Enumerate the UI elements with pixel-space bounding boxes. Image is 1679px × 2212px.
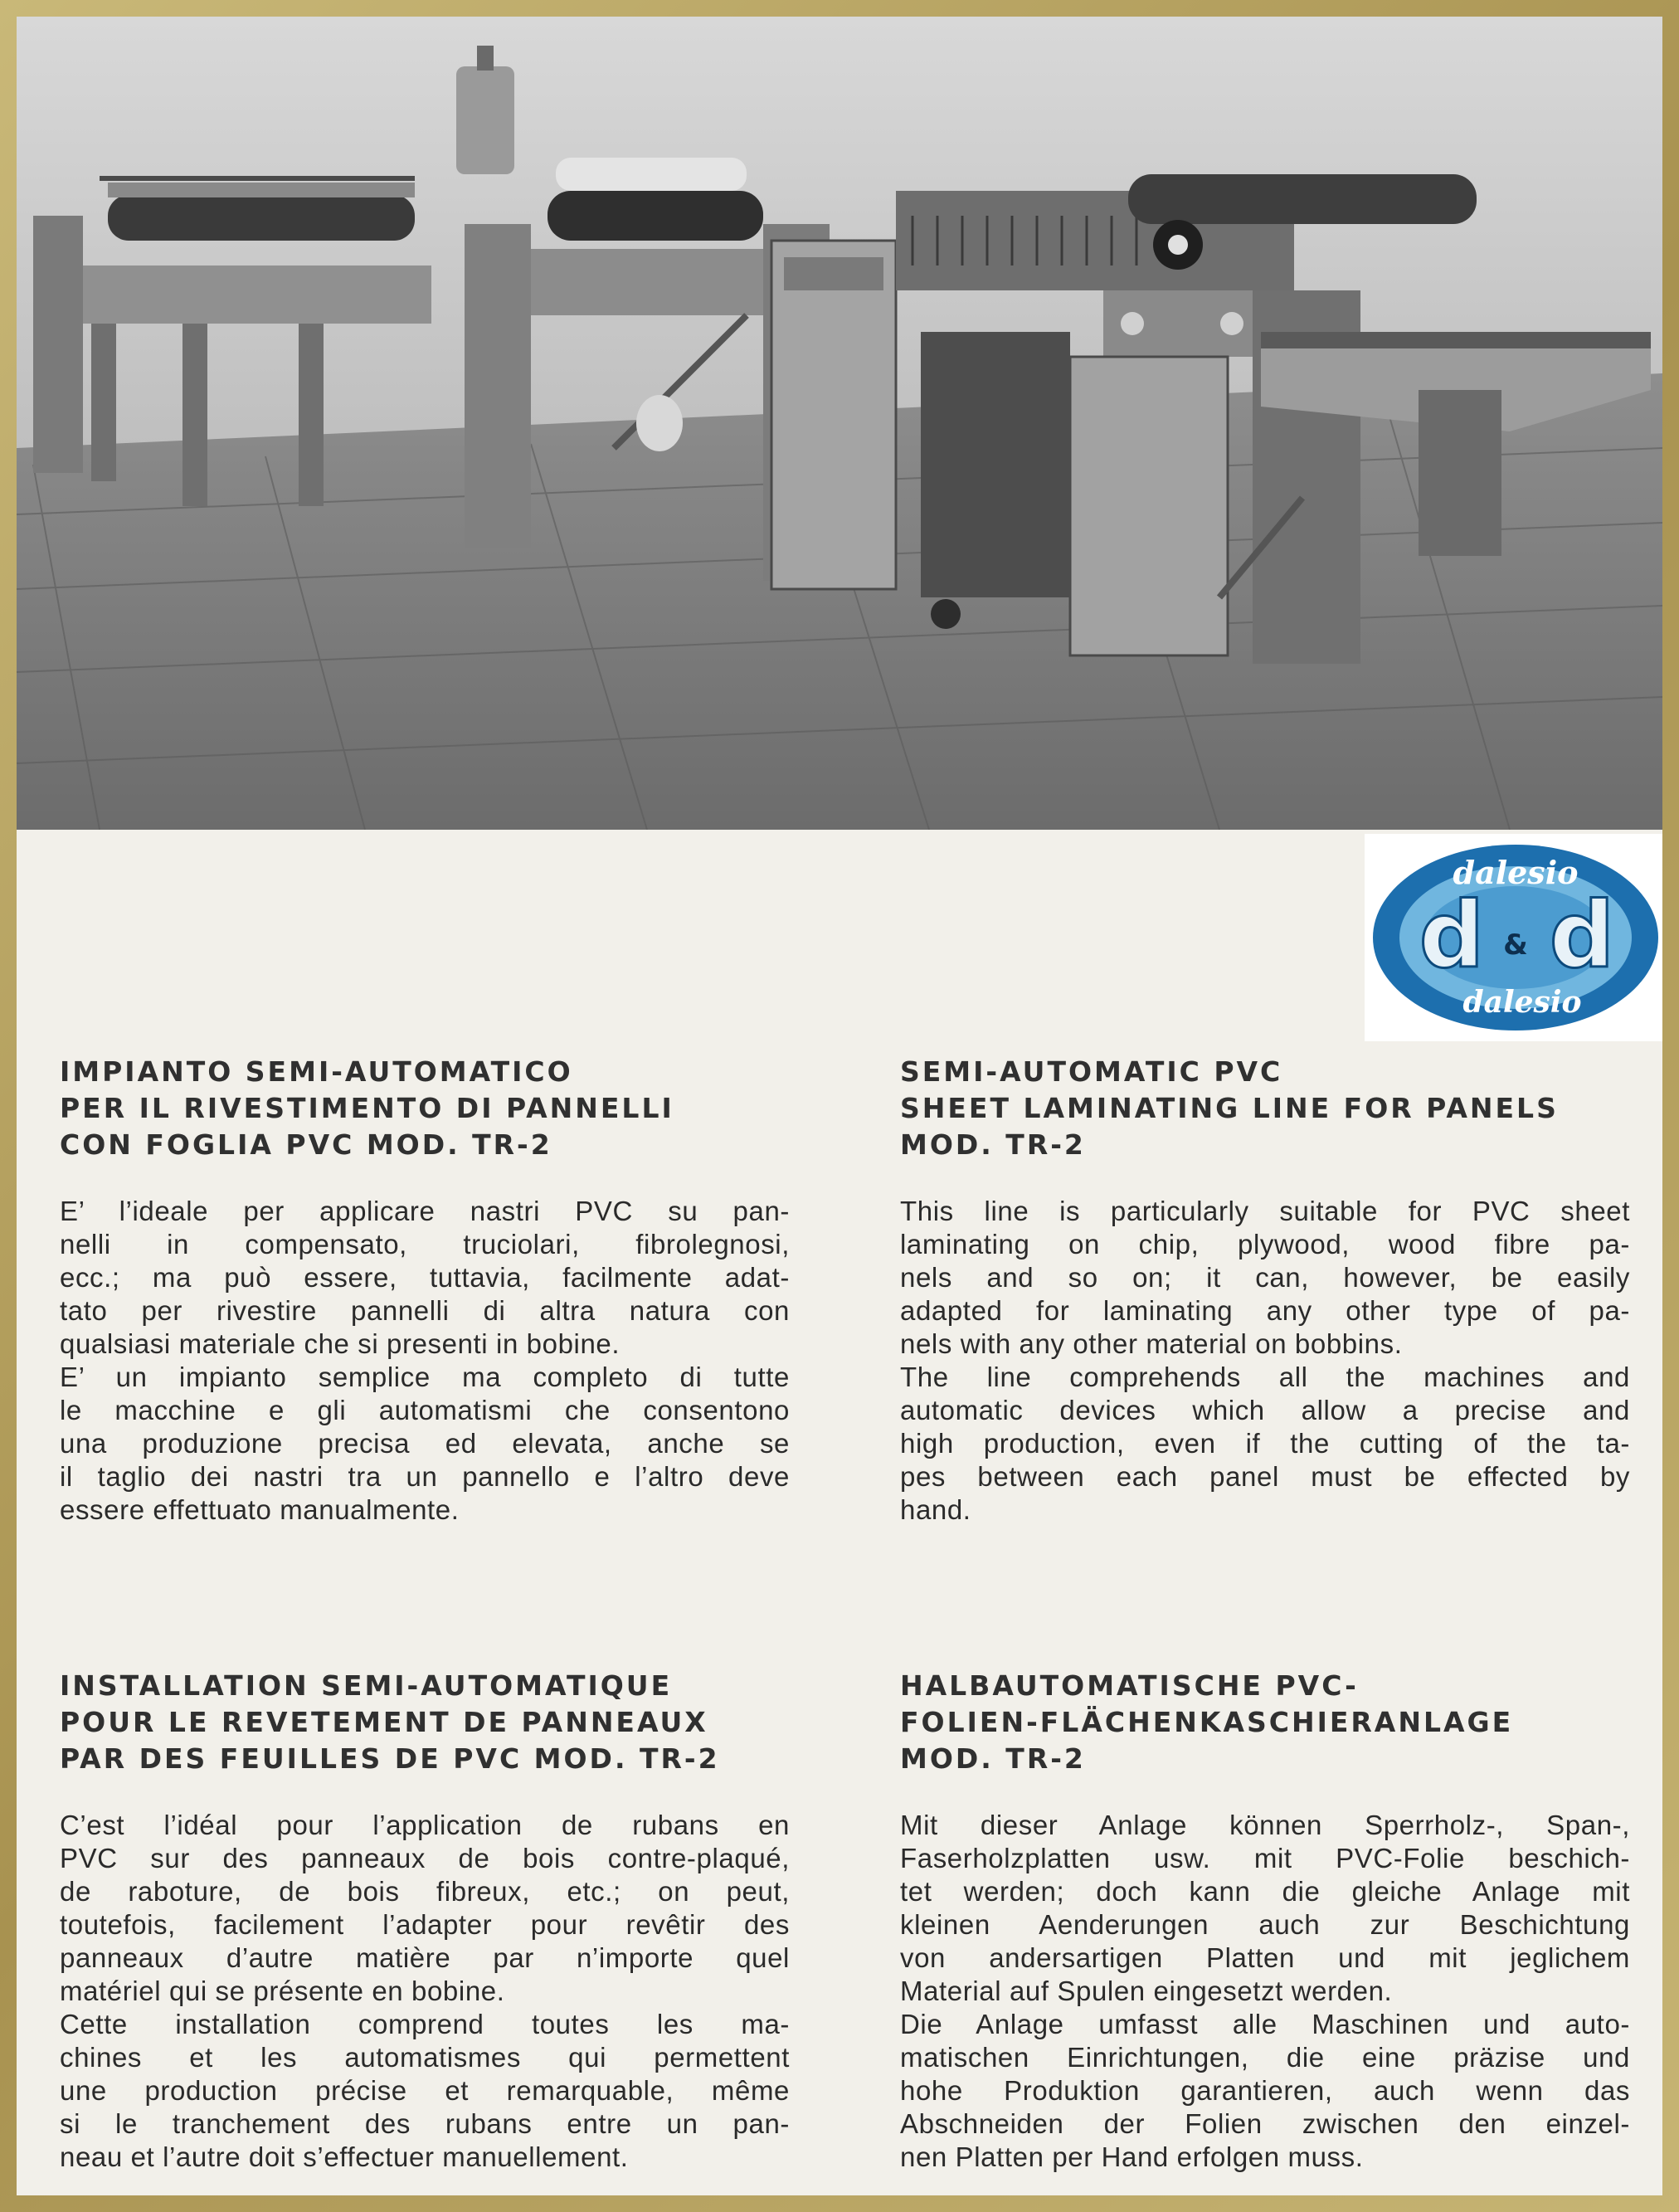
body-line: Abschneiden der Folien zwischen den einzel- <box>900 2108 1630 2139</box>
dalesio-logo <box>1365 834 1662 1041</box>
body-line: neau et l’autre doit s’effectuer manuellement. <box>60 2141 629 2172</box>
body-line: il taglio dei nastri tra un pannello e l’altro deve <box>60 1461 790 1492</box>
section-german <box>900 1668 1630 2174</box>
brochure-page <box>17 17 1662 2195</box>
body-line: von andersartigen Platten und mit jeglichem <box>900 1942 1630 1973</box>
title-line: HALBAUTOMATISCHE PVC- <box>900 1669 1359 1702</box>
body-line: nels with any other material on bobbins. <box>900 1328 1403 1359</box>
body-line: tet werden; doch kann die gleiche Anlage mit <box>900 1876 1630 1907</box>
section-body-english <box>900 1195 1630 1527</box>
body-line: E’ un impianto semplice ma completo di tutte <box>60 1362 790 1392</box>
logo-ampersand: & <box>1503 928 1528 962</box>
logo-letter-right: d <box>1549 882 1615 988</box>
section-title-italian <box>60 1054 790 1163</box>
body-line: E’ l’ideale per applicare nastri PVC su pan- <box>60 1196 790 1226</box>
body-line: une production précise et remarquable, même <box>60 2075 790 2106</box>
body-line: hand. <box>900 1494 971 1525</box>
title-line: PER IL RIVESTIMENTO DI PANNELLI <box>60 1092 674 1124</box>
title-line: POUR LE REVETEMENT DE PANNEAUX <box>60 1706 708 1738</box>
section-title-french <box>60 1668 790 1777</box>
section-italian <box>60 1054 790 1527</box>
title-line: CON FOGLIA PVC MOD. TR-2 <box>60 1128 552 1161</box>
body-line: Mit dieser Anlage können Sperrholz-, Span-, <box>900 1810 1630 1840</box>
body-line: kleinen Aenderungen auch zur Beschichtung <box>900 1909 1630 1940</box>
body-line: matischen Einrichtungen, die eine präzise und <box>900 2042 1630 2073</box>
section-body-french <box>60 1809 790 2174</box>
body-line: toutefois, facilement l’adapter pour revêtir des <box>60 1909 790 1940</box>
body-line: high production, even if the cutting of the ta- <box>900 1428 1630 1459</box>
body-line: laminating on chip, plywood, wood fibre pa- <box>900 1229 1630 1259</box>
section-french <box>60 1668 790 2174</box>
title-line: SHEET LAMINATING LINE FOR PANELS <box>900 1092 1559 1124</box>
section-body-italian <box>60 1195 790 1527</box>
body-line: de raboture, de bois fibreux, etc.; on peut, <box>60 1876 790 1907</box>
title-line: SEMI-AUTOMATIC PVC <box>900 1055 1283 1088</box>
body-line: nels and so on; it can, however, be easily <box>900 1262 1630 1293</box>
body-line: le macchine e gli automatismi che consentono <box>60 1395 790 1425</box>
body-line: nelli in compensato, truciolari, fibrolegnosi, <box>60 1229 790 1259</box>
body-line: Faserholzplatten usw. mit PVC-Folie beschich- <box>900 1843 1630 1873</box>
body-line: matériel qui se présente en bobine. <box>60 1976 505 2006</box>
title-line: MOD. TR-2 <box>900 1128 1086 1161</box>
title-line: IMPIANTO SEMI-AUTOMATICO <box>60 1055 573 1088</box>
body-line: una produzione precisa ed elevata, anche se <box>60 1428 790 1459</box>
body-line: si le tranchement des rubans entre un pan- <box>60 2108 790 2139</box>
body-line: Die Anlage umfasst alle Maschinen und auto- <box>900 2009 1630 2039</box>
logo-letter-left: d <box>1419 882 1485 988</box>
body-line: Cette installation comprend toutes les ma- <box>60 2009 790 2039</box>
body-line: automatic devices which allow a precise and <box>900 1395 1630 1425</box>
logo-text-top: dalesio <box>1453 854 1579 891</box>
body-line: qualsiasi materiale che si presenti in bobine. <box>60 1328 620 1359</box>
section-body-german <box>900 1809 1630 2174</box>
body-line: hohe Produktion garantieren, auch wenn das <box>900 2075 1630 2106</box>
section-title-german <box>900 1668 1630 1777</box>
title-line: PAR DES FEUILLES DE PVC MOD. TR-2 <box>60 1742 720 1775</box>
body-line: panneaux d’autre matière par n’importe quel <box>60 1942 790 1973</box>
body-line: pes between each panel must be effected by <box>900 1461 1630 1492</box>
body-line: PVC sur des panneaux de bois contre-plaqué, <box>60 1843 790 1873</box>
body-line: This line is particularly suitable for PVC sheet <box>900 1196 1630 1226</box>
body-line: tato per rivestire pannelli di altra natura con <box>60 1295 790 1326</box>
body-line: The line comprehends all the machines and <box>900 1362 1630 1392</box>
body-line: essere effettuato manualmente. <box>60 1494 460 1525</box>
title-line: FOLIEN-FLÄCHENKASCHIERANLAGE <box>900 1706 1514 1738</box>
title-line: MOD. TR-2 <box>900 1742 1086 1775</box>
section-title-english <box>900 1054 1630 1163</box>
body-line: C’est l’idéal pour l’application de rubans en <box>60 1810 790 1840</box>
section-english <box>900 1054 1630 1527</box>
logo-text-bottom: dalesio <box>1462 985 1582 1020</box>
machine-photo <box>17 17 1662 830</box>
machine-illustration <box>17 17 1662 830</box>
body-line: Material auf Spulen eingesetzt werden. <box>900 1976 1393 2006</box>
body-line: nen Platten per Hand erfolgen muss. <box>900 2141 1364 2172</box>
body-line: chines et les automatismes qui permettent <box>60 2042 790 2073</box>
title-line: INSTALLATION SEMI-AUTOMATIQUE <box>60 1669 673 1702</box>
body-line: ecc.; ma può essere, tuttavia, facilmente adat- <box>60 1262 790 1293</box>
dalesio-logo-graphic <box>1365 834 1662 1041</box>
body-line: adapted for laminating any other type of pa- <box>900 1295 1630 1326</box>
